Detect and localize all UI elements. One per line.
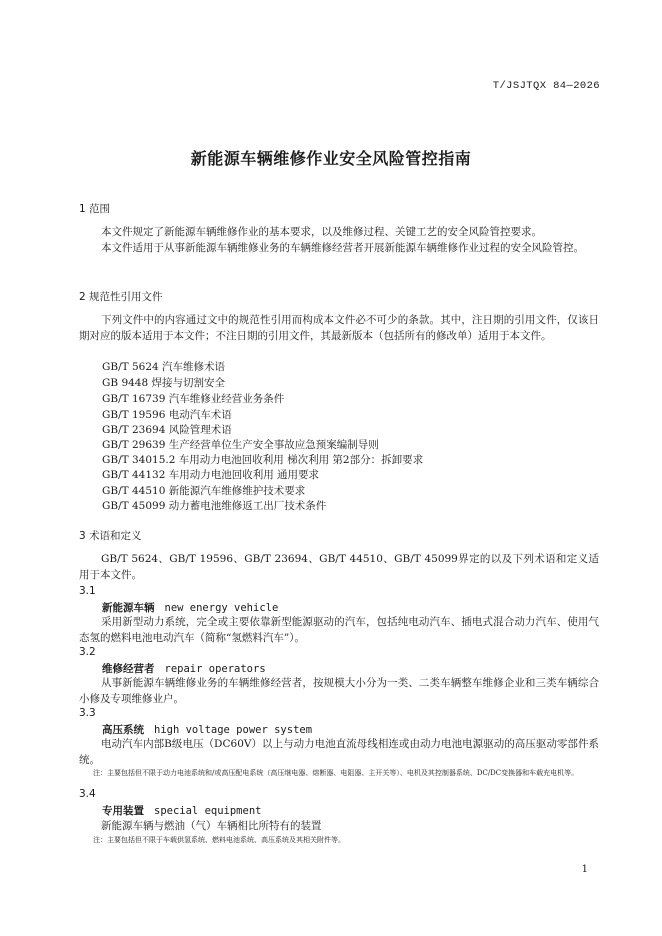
reference-item: GB/T 45099 动力蓄电池维修返工出厂技术条件 <box>102 500 327 512</box>
term-zh: 维修经营者 <box>102 663 155 675</box>
term-title <box>102 600 278 615</box>
term-number: 3.1 <box>79 585 96 597</box>
reference-item: GB/T 23694 风险管理术语 <box>102 424 232 436</box>
term-number: 3.4 <box>79 788 96 800</box>
term-en: new energy vehicle <box>164 602 279 614</box>
term-number: 3.3 <box>79 707 96 719</box>
term-definition: 采用新型动力系统，完全或主要依靠新型能源驱动的汽车，包括纯电动汽车、插电式混合动力汽车、使用气态氢的燃料电池电动汽车（简称“氢燃料汽车”）。 <box>79 616 599 644</box>
section-1-paragraph-1: 本文件规定了新能源车辆维修作业的基本要求，以及维修过程、关键工艺的安全风险管控要求。 <box>101 226 542 238</box>
term-definition: 新能源车辆与燃油（气）车辆相比所特有的装置 <box>101 820 322 832</box>
term-title <box>102 722 312 737</box>
section-3-intro: GB/T 5624、GB/T 19596、GB/T 23694、GB/T 44510、GB/T 45099界定的以及下列术语和定义适用于本文件。 <box>79 553 599 581</box>
section-1-heading: 1 范围 <box>79 203 111 215</box>
reference-item: GB/T 29639 生产经营单位生产安全事故应急预案编制导则 <box>102 439 379 451</box>
term-number: 3.2 <box>79 646 96 658</box>
reference-item: GB 9448 焊接与切割安全 <box>102 377 226 389</box>
term-zh: 专用装置 <box>102 805 144 817</box>
reference-item: GB/T 5624 汽车维修术语 <box>102 361 226 373</box>
reference-item: GB/T 44132 车用动力电池回收利用 通用要求 <box>102 469 320 481</box>
term-note: 注：主要包括但不限于动力电池系统和/或高压配电系统（高压继电器、熔断器、电阻器、主开关等）、电机及其控制器系统、DC/DC变换器和车载充电机等。 <box>93 769 579 777</box>
standard-number: T/JSJTQX 84—2026 <box>492 80 600 92</box>
term-zh: 高压系统 <box>102 724 144 736</box>
term-zh: 新能源车辆 <box>102 602 155 614</box>
term-title <box>102 803 261 818</box>
term-definition: 从事新能源车辆维修业务的车辆维修经营者，按规模大小分为一类、二类车辆整车维修企业和三类车辆综合小修及专项维修业户。 <box>79 677 599 705</box>
reference-item: GB/T 19596 电动汽车术语 <box>102 409 232 421</box>
page-number: 1 <box>581 864 588 875</box>
term-note: 注：主要包括但不限于车载供氢系统、燃料电池系统、高压系统及其相关附件等。 <box>93 836 345 844</box>
term-en: special equipment <box>154 805 262 817</box>
reference-item: GB/T 34015.2 车用动力电池回收利用 梯次利用 第2部分：拆卸要求 <box>102 454 424 466</box>
document-title: 新能源车辆维修作业安全风险管控指南 <box>190 149 472 168</box>
section-3-heading: 3 术语和定义 <box>79 530 142 542</box>
term-definition: 电动汽车内部B级电压（DC60V）以上与动力电池直流母线相连或由动力电池电源驱动的高压驱动零部件系统。 <box>79 738 599 766</box>
reference-item: GB/T 44510 新能源汽车维修维护技术要求 <box>102 485 306 497</box>
term-en: high voltage power system <box>154 724 313 736</box>
term-en: repair operators <box>164 663 266 675</box>
term-title <box>102 661 266 676</box>
section-2-heading: 2 规范性引用文件 <box>79 291 163 303</box>
reference-item: GB/T 16739 汽车维修业经营业务条件 <box>102 393 285 405</box>
section-1-paragraph-2: 本文件适用于从事新能源车辆维修业务的车辆维修经营者开展新能源车辆维修作业过程的安全风险管控。 <box>101 242 584 254</box>
section-2-intro: 下列文件中的内容通过文中的规范性引用而构成本文件必不可少的条款。其中，注日期的引用文件，仅该日期对应的版本适用于本文件；不注日期的引用文件，其最新版本（包括所有的修改单）适用于本文件。 <box>79 314 599 342</box>
